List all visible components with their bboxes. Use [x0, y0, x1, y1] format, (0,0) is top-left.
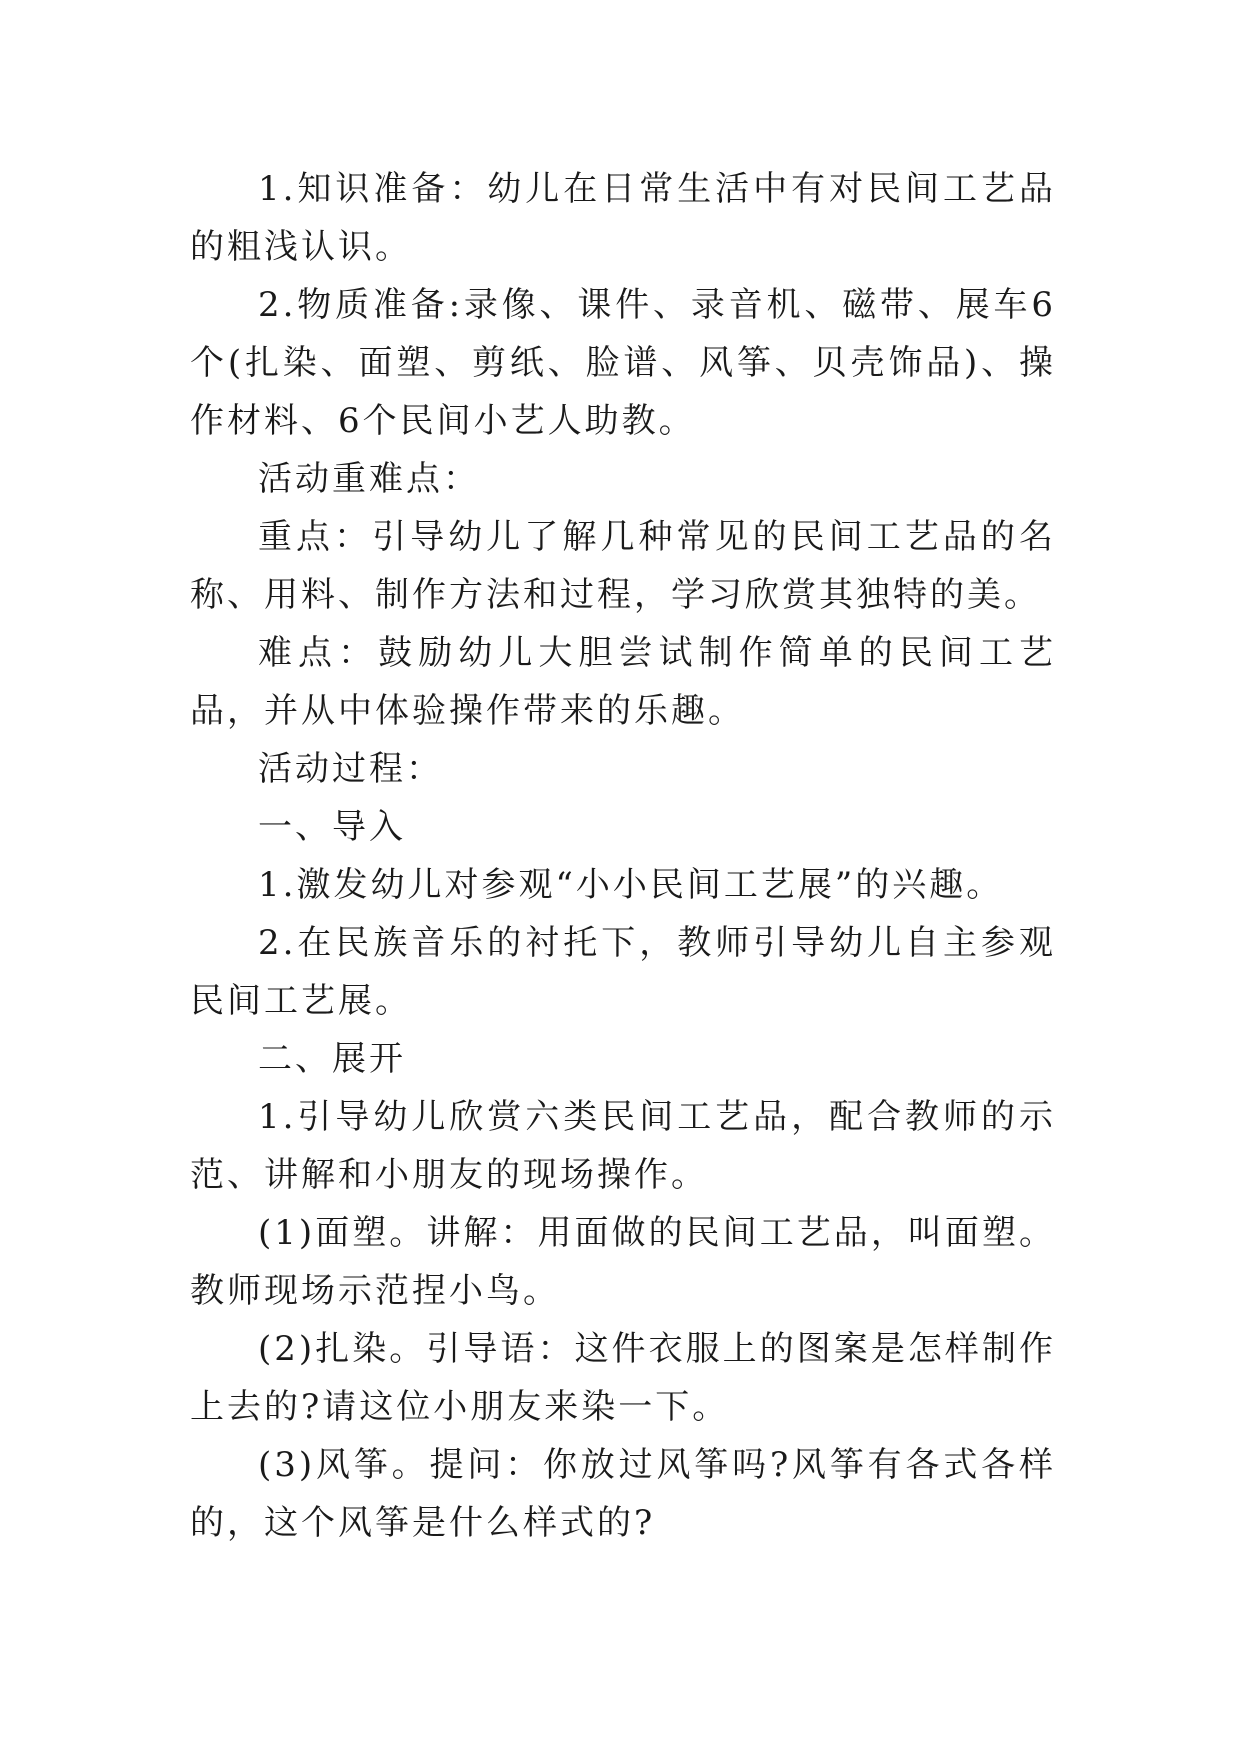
paragraph-tie-dye: (2)扎染。引导语：这件衣服上的图案是怎样制作上去的?请这位小朋友来染一下。 — [190, 1329, 1056, 1427]
paragraph-difficulty: 难点：鼓励幼儿大胆尝试制作简单的民间工艺品，并从中体验操作带来的乐趣。 — [190, 633, 1056, 731]
paragraph-process-heading: 活动过程： — [258, 749, 443, 789]
paragraph-kite: (3)风筝。提问：你放过风筝吗?风筝有各式各样的，这个风筝是什么样式的? — [190, 1445, 1056, 1543]
section-heading-intro: 一、导入 — [258, 807, 406, 847]
paragraph-develop-1: 1.引导幼儿欣赏六类民间工艺品，配合教师的示范、讲解和小朋友的现场操作。 — [190, 1097, 1056, 1195]
paragraph-key-point: 重点：引导幼儿了解几种常见的民间工艺品的名称、用料、制作方法和过程，学习欣赏其独特的美。 — [190, 517, 1056, 615]
paragraph-knowledge-prep: 1.知识准备：幼儿在日常生活中有对民间工艺品的粗浅认识。 — [190, 169, 1056, 267]
paragraph-intro-1: 1.激发幼儿对参观“小小民间工艺展”的兴趣。 — [258, 865, 1004, 905]
paragraph-key-difficulty-heading: 活动重难点： — [258, 459, 480, 499]
paragraph-intro-2: 2.在民族音乐的衬托下，教师引导幼儿自主参观民间工艺展。 — [190, 923, 1056, 1021]
paragraph-material-prep: 2.物质准备:录像、课件、录音机、磁带、展车6个(扎染、面塑、剪纸、脸谱、风筝、贝壳饰品)、操作材料、6个民间小艺人助教。 — [190, 285, 1056, 441]
section-heading-develop: 二、展开 — [258, 1039, 406, 1079]
document-body — [190, 160, 1056, 1552]
paragraph-dough-figurine: (1)面塑。讲解：用面做的民间工艺品，叫面塑。教师现场示范捏小鸟。 — [190, 1213, 1056, 1311]
